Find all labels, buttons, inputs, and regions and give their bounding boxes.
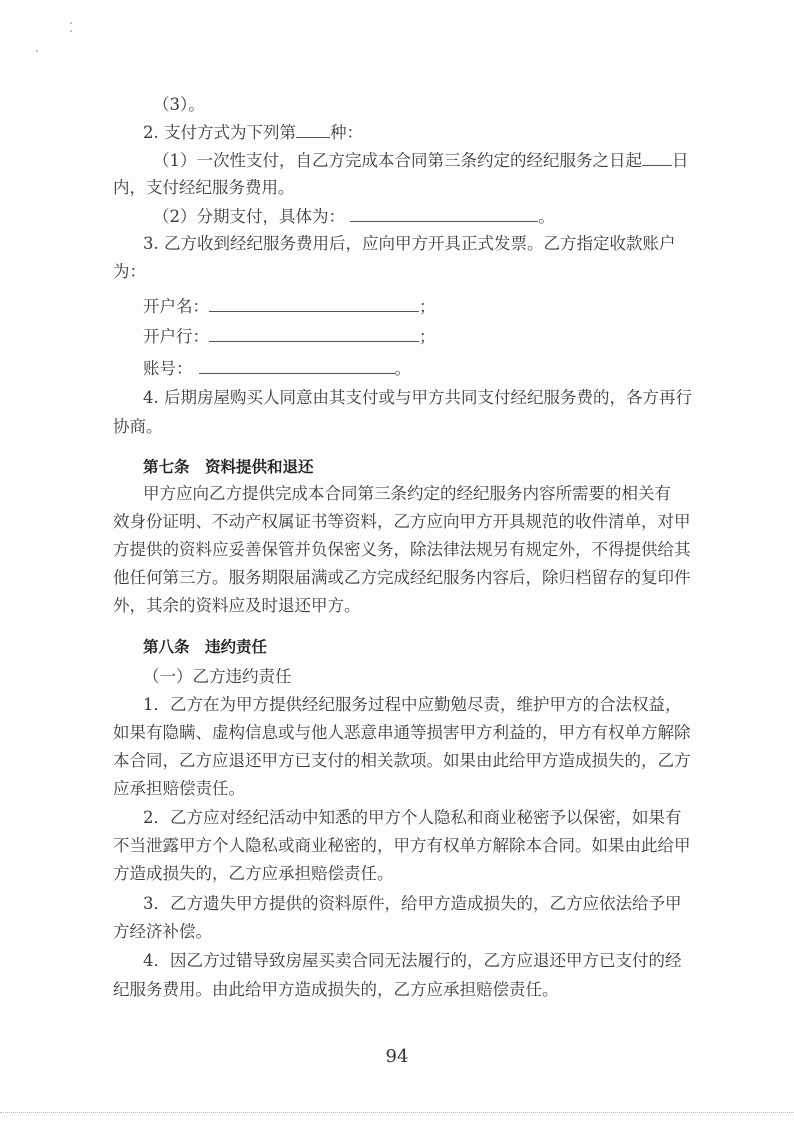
paragraph-line: 方提供的资料应妥善保管并负保密义务，除法律法规另有规定外，不得提供给其 xyxy=(113,540,691,559)
text: 种： xyxy=(330,123,363,142)
paragraph-line: 不当泄露甲方个人隐私或商业秘密的，甲方有权单方解除本合同。如果由此给甲 xyxy=(113,836,691,855)
installment-line xyxy=(153,205,593,227)
account-no-blank[interactable] xyxy=(199,357,395,374)
one-time-line xyxy=(153,149,689,171)
one-time-cont: 内，支付经纪服务费用。 xyxy=(113,178,295,197)
article-8-title: 第八条 违约责任 xyxy=(143,638,268,656)
account-no-line xyxy=(143,357,593,379)
text: 。 xyxy=(394,359,411,378)
paragraph-line: 本合同，乙方应退还甲方已支付的相关款项。如果由此给甲方造成损失的，乙方 xyxy=(113,751,691,770)
label: 开户行： xyxy=(143,327,209,346)
scan-speck xyxy=(36,50,38,52)
article-7-title: 第七条 资料提供和退还 xyxy=(143,458,314,476)
paragraph-line: 如果有隐瞒、虚构信息或与他人恶意串通等损害甲方利益的，甲方有权单方解除 xyxy=(113,723,691,742)
text: 日 xyxy=(672,151,689,170)
text: ； xyxy=(419,297,436,316)
paragraph-line: 2．乙方应对经纪活动中知悉的甲方个人隐私和商业秘密予以保密，如果有 xyxy=(143,808,682,827)
label: 开户名： xyxy=(143,297,209,316)
buyer-line: 4. 后期房屋购买人同意由其支付或与甲方共同支付经纪服务费的，各方再行 xyxy=(143,388,692,407)
account-name-line xyxy=(143,295,593,317)
paragraph-line: 方经济补偿。 xyxy=(113,922,212,941)
bank-blank[interactable] xyxy=(209,325,419,342)
label: 账号： xyxy=(143,359,193,378)
paragraph-line: 方造成损失的，乙方应承担赔偿责任。 xyxy=(113,864,394,883)
payment-method-line xyxy=(143,121,593,143)
paragraph-line: 3．乙方遗失甲方提供的资料原件，给甲方造成损失的，乙方应依法给予甲 xyxy=(143,894,682,913)
invoice-line: 3. 乙方收到经纪服务费用后，应向甲方开具正式发票。乙方指定收款账户 xyxy=(143,234,676,253)
account-name-blank[interactable] xyxy=(209,295,419,312)
text: （2）分期支付，具体为： xyxy=(153,207,345,226)
bank-line xyxy=(143,325,593,347)
page-number: 94 xyxy=(385,1046,409,1067)
paragraph-line: 外，其余的资料应及时退还甲方。 xyxy=(113,596,361,615)
paragraph-line: 4．因乙方过错导致房屋买卖合同无法履行的，乙方应退还甲方已支付的经 xyxy=(143,951,682,970)
scan-speck xyxy=(70,22,72,24)
invoice-cont: 为： xyxy=(113,262,146,281)
footer-divider xyxy=(0,1112,794,1113)
method-number-blank[interactable] xyxy=(296,121,330,138)
paragraph-line: 甲方应向乙方提供完成本合同第三条约定的经纪服务内容所需要的相关有 xyxy=(143,484,671,503)
text: ； xyxy=(419,327,436,346)
paragraph-line: 应承担赔偿责任。 xyxy=(113,779,245,798)
text: 2. 支付方式为下列第 xyxy=(143,123,296,142)
buyer-cont: 协商。 xyxy=(113,417,163,436)
installment-blank[interactable] xyxy=(350,205,538,222)
scan-speck xyxy=(70,30,72,32)
item3-tail: （3）。 xyxy=(153,95,205,114)
paragraph-line: 1．乙方在为甲方提供经纪服务过程中应勤勉尽责，维护甲方的合法权益， xyxy=(143,695,682,714)
days-blank[interactable] xyxy=(642,149,672,166)
paragraph-line: 效身份证明、不动产权属证书等资料，乙方应向甲方开具规范的收件清单，对甲 xyxy=(113,512,691,531)
article-8-subtitle: （一）乙方违约责任 xyxy=(143,667,292,686)
paragraph-line: 他任何第三方。服务期限届满或乙方完成经纪服务内容后，除归档留存的复印件 xyxy=(113,568,691,587)
text: 。 xyxy=(538,207,555,226)
paragraph-line: 纪服务费用。由此给甲方造成损失的，乙方应承担赔偿责任。 xyxy=(113,980,559,999)
text: （1）一次性支付，自乙方完成本合同第三条约定的经纪服务之日起 xyxy=(153,151,642,170)
